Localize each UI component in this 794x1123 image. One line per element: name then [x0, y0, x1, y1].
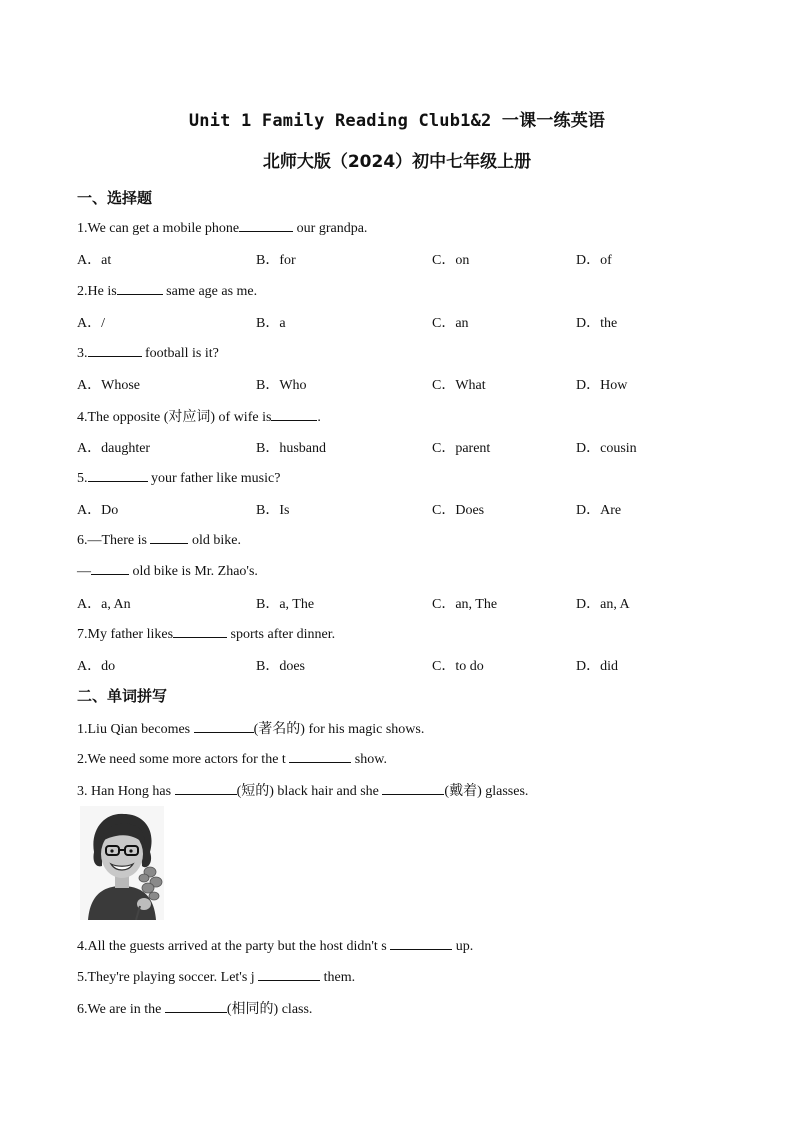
- option-a[interactable]: A．do: [77, 659, 116, 674]
- item-text: them.: [320, 970, 356, 985]
- question-text: your father like music?: [147, 471, 281, 486]
- answer-blank[interactable]: [150, 530, 188, 544]
- answer-blank[interactable]: [239, 218, 293, 232]
- option-a[interactable]: A．at: [77, 253, 112, 268]
- answer-blank[interactable]: [194, 719, 254, 733]
- question-text: 5.: [77, 471, 88, 486]
- option-d[interactable]: D．How: [576, 378, 628, 393]
- item-text: 6.We are in the: [77, 1002, 165, 1017]
- answer-blank[interactable]: [258, 967, 320, 981]
- answer-blank[interactable]: [165, 999, 227, 1013]
- page-title: Unit 1 Family Reading Club1&2 一课一练英语: [188, 111, 606, 131]
- question-text: sports after dinner.: [227, 627, 336, 642]
- question-3: [77, 343, 219, 362]
- question-text: old bike.: [188, 533, 241, 548]
- spelling-item-3: [77, 780, 528, 800]
- question-text: our grandpa.: [293, 221, 368, 236]
- option-b[interactable]: B．a: [256, 316, 286, 331]
- question-1: [77, 218, 367, 237]
- option-d[interactable]: D．of: [576, 253, 612, 268]
- option-a[interactable]: A．/: [77, 316, 105, 331]
- spelling-item-6: [77, 998, 312, 1018]
- option-b[interactable]: B．husband: [256, 441, 326, 456]
- question-text: football is it?: [141, 346, 219, 361]
- question-4: [77, 406, 321, 426]
- question-text: —: [77, 564, 91, 579]
- option-a[interactable]: A．a, An: [77, 597, 131, 612]
- item-text: (短的) black hair and she: [236, 784, 383, 799]
- question-text: 1.We can get a mobile phone: [77, 221, 240, 236]
- option-d[interactable]: D．Are: [576, 503, 622, 518]
- answer-blank[interactable]: [88, 468, 148, 482]
- answer-blank[interactable]: [390, 936, 452, 950]
- option-a[interactable]: A．Do: [77, 503, 119, 518]
- question-text: same age as me.: [162, 284, 258, 299]
- option-c[interactable]: C．an: [432, 316, 469, 331]
- question-5: [77, 468, 280, 487]
- item-text: 4.All the guests arrived at the party but the host didn't s: [77, 939, 391, 954]
- question-7: [77, 624, 335, 643]
- option-b[interactable]: B．a, The: [256, 597, 315, 612]
- question-text: 2.He is: [77, 284, 117, 299]
- woman-with-glasses-image: [80, 806, 164, 920]
- section-heading-spelling: 二、单词拼写: [77, 687, 168, 705]
- question-text: 4.The opposite (对应词) of wife is: [77, 410, 272, 425]
- spelling-item-5: [77, 967, 355, 986]
- spelling-item-2: [77, 749, 387, 768]
- option-c[interactable]: C．on: [432, 253, 470, 268]
- answer-blank[interactable]: [289, 749, 351, 763]
- item-text: 1.Liu Qian becomes: [77, 722, 194, 737]
- item-text: (相同的) class.: [226, 1002, 313, 1017]
- page-subtitle: 北师大版（2024）初中七年级上册: [262, 152, 532, 172]
- option-c[interactable]: C．Does: [432, 503, 485, 518]
- option-d[interactable]: D．an, A: [576, 597, 630, 612]
- question-text: old bike is Mr. Zhao's.: [129, 564, 258, 579]
- item-text: up.: [452, 939, 474, 954]
- spelling-item-4: [77, 936, 473, 955]
- option-b[interactable]: B．for: [256, 253, 296, 268]
- option-d[interactable]: D．the: [576, 316, 618, 331]
- answer-blank[interactable]: [91, 561, 129, 575]
- question-text: 6.—There is: [77, 533, 151, 548]
- question-2: [77, 281, 257, 300]
- option-b[interactable]: B．Is: [256, 503, 290, 518]
- answer-blank[interactable]: [271, 407, 317, 421]
- option-c[interactable]: C．What: [432, 378, 486, 393]
- option-b[interactable]: B．does: [256, 659, 305, 674]
- answer-blank[interactable]: [117, 281, 163, 295]
- item-text: show.: [351, 752, 387, 767]
- question-text: 3.: [77, 346, 88, 361]
- spelling-item-1: [77, 718, 424, 738]
- option-b[interactable]: B．Who: [256, 378, 307, 393]
- option-a[interactable]: A．daughter: [77, 441, 151, 456]
- question-text: .: [317, 410, 321, 425]
- question-text: 7.My father likes: [77, 627, 174, 642]
- question-6: [77, 530, 241, 549]
- answer-blank[interactable]: [175, 781, 237, 795]
- option-c[interactable]: C．to do: [432, 659, 484, 674]
- option-c[interactable]: C．parent: [432, 441, 491, 456]
- option-a[interactable]: A．Whose: [77, 378, 140, 393]
- item-text: (戴着) glasses.: [444, 784, 529, 799]
- question-6-line-2: [77, 561, 258, 580]
- item-text: (著名的) for his magic shows.: [253, 722, 425, 737]
- item-text: 2.We need some more actors for the t: [77, 752, 290, 767]
- answer-blank[interactable]: [88, 343, 142, 357]
- option-c[interactable]: C．an, The: [432, 597, 498, 612]
- answer-blank[interactable]: [173, 624, 227, 638]
- option-d[interactable]: D．did: [576, 659, 618, 674]
- item-text: 5.They're playing soccer. Let's j: [77, 970, 259, 985]
- option-d[interactable]: D．cousin: [576, 441, 637, 456]
- answer-blank[interactable]: [382, 781, 444, 795]
- section-heading-choice: 一、选择题: [77, 189, 153, 207]
- item-text: 3. Han Hong has: [77, 784, 175, 799]
